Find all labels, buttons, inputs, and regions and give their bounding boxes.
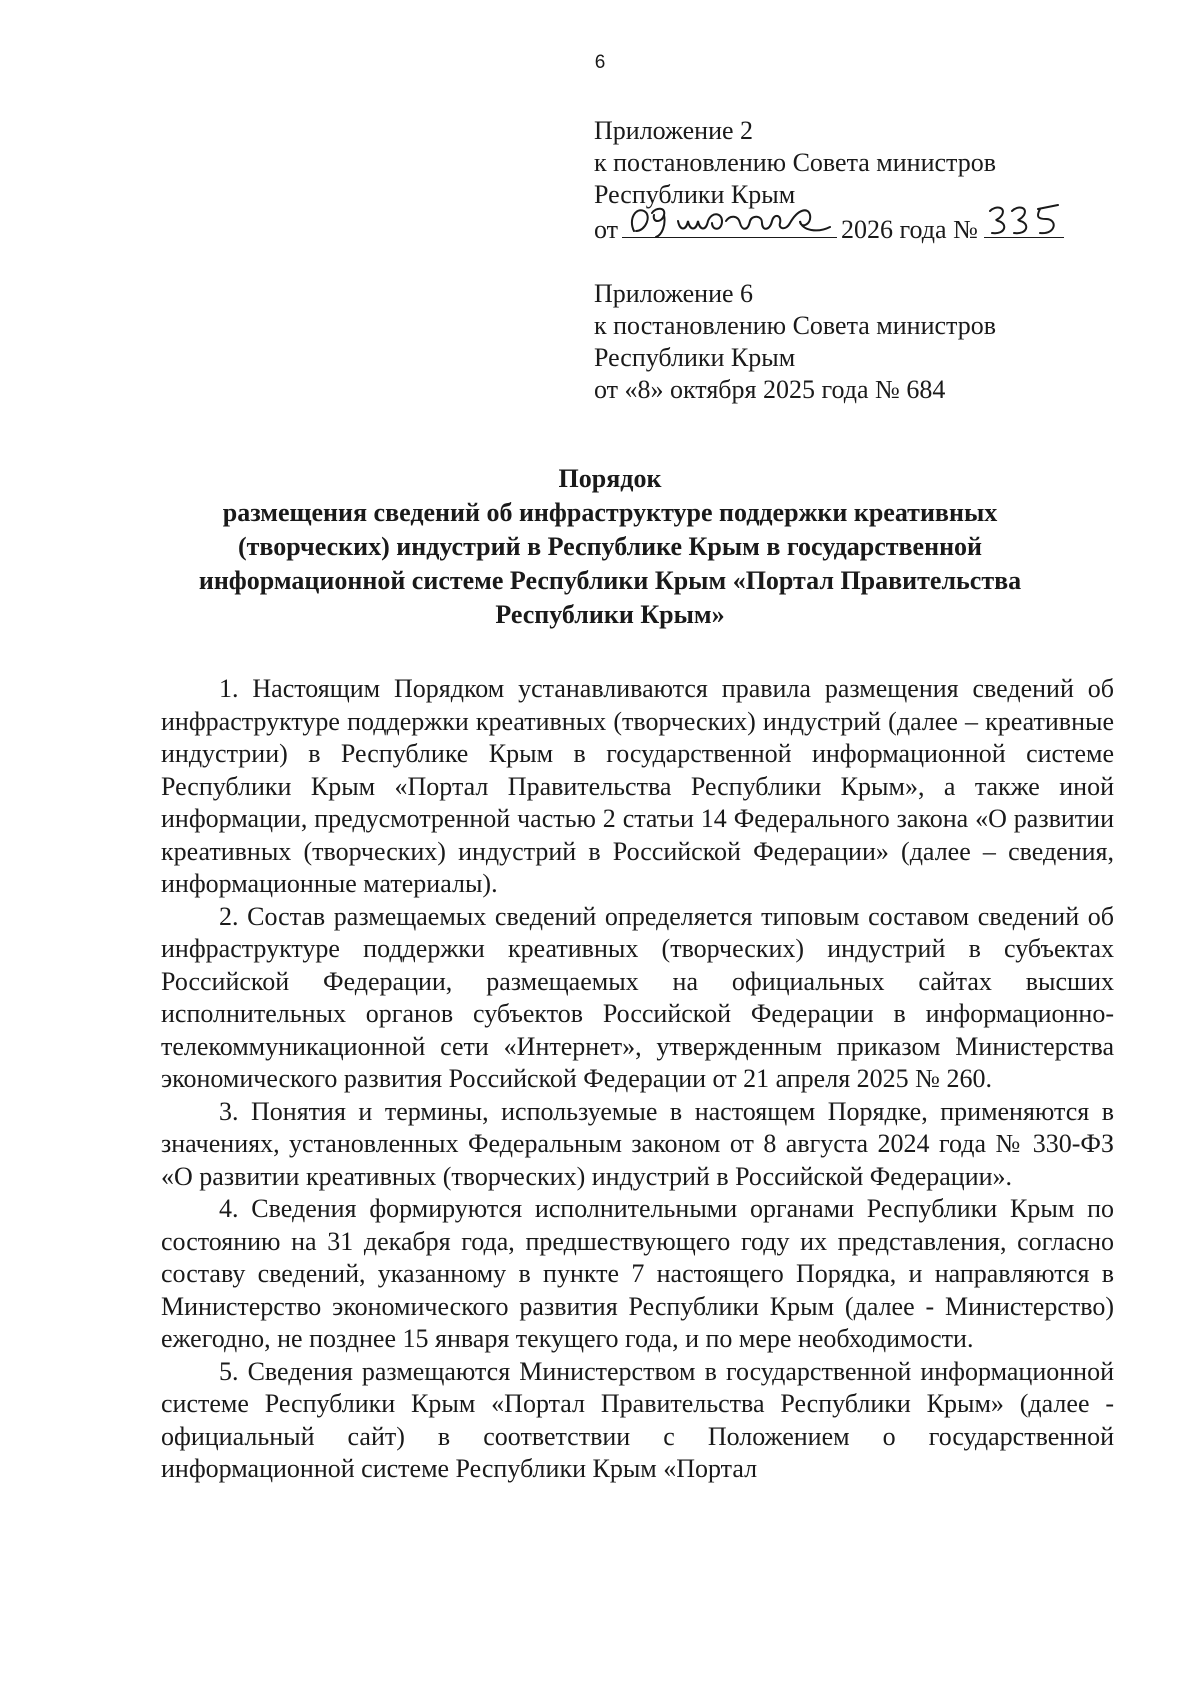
document-body [161, 673, 1114, 1486]
appendix-2-block [594, 115, 1114, 246]
date-suffix: 2026 года № [841, 215, 978, 244]
appendix-6-line2: к постановлению Совета министров [594, 311, 996, 340]
appendix-6-title: Приложение 6 [594, 279, 754, 308]
handwritten-number-field [984, 211, 1064, 238]
paragraph-1: 1. Настоящим Порядком устанавливаются правила размещения сведений об инфраструктуре поддержки креативных (творческих) индустрий (далее – креативные индустрии) в Республике Крым в государственной информационной системе Республики Крым «Портал Правительства Республики Крым», а также иной информации, предусмотренной частью 2 статьи 14 Федерального закона «О развитии креативных (творческих) индустрий в Российской Федерации» (далее – сведения, информационные материалы). [161, 674, 1114, 898]
title-line-1: Порядок [558, 464, 662, 493]
handwritten-number-signature [984, 201, 1064, 241]
appendix-2-date-line [594, 211, 1114, 246]
handwritten-date-signature [622, 201, 837, 241]
appendix-6-block [594, 278, 1114, 406]
date-prefix: от [594, 215, 619, 244]
page-number: 6 [594, 52, 606, 73]
paragraph-2: 2. Состав размещаемых сведений определяется типовым составом сведений об инфраструктуре поддержки креативных (творческих) индустрий в субъектах Российской Федерации, размещаемых на официальных сайтах высших исполнительных органов субъектов Российской Федерации в информационно-телекоммуникационной сети «Интернет», утвержденным приказом Министерства экономического развития Российской Федерации от 21 апреля 2025 № 260. [161, 901, 1114, 1093]
appendix-2-title: Приложение 2 [594, 116, 754, 145]
title-line-2: размещения сведений об инфраструктуре поддержки креативных [222, 498, 998, 527]
title-line-4: информационной системе Республики Крым «Портал Правительства [198, 566, 1022, 595]
title-line-3: (творческих) индустрий в Республике Крым в государственной [237, 532, 983, 561]
handwritten-date-field [622, 211, 837, 238]
document-title [150, 462, 1070, 632]
paragraph-4: 4. Сведения формируются исполнительными органами Республики Крым по состоянию на 31 декабря года, предшествующего году их представления, согласно составу сведений, указанному в пункте 7 настоящего Порядка, и направляются в Министерство экономического развития Республики Крым (далее - Министерство) ежегодно, не позднее 15 января текущего года, и по мере необходимости. [161, 1194, 1114, 1353]
appendix-6-date-line: от «8» октября 2025 года № 684 [594, 375, 946, 404]
appendix-6-line3: Республики Крым [594, 343, 796, 372]
appendix-2-line2: к постановлению Совета министров [594, 148, 996, 177]
paragraph-5: 5. Сведения размещаются Министерством в государственной информационной системе Республики Крым «Портал Правительства Республики Крым» (далее - официальный сайт) в соответствии с Положением о государственной информационной системе Республики Крым «Портал [161, 1356, 1114, 1483]
title-line-5: Республики Крым» [495, 600, 725, 629]
appendix-2-line3: Республики Крым [594, 180, 796, 209]
paragraph-3: 3. Понятия и термины, используемые в настоящем Порядке, применяются в значениях, установленных Федеральным законом от 8 августа 2024 года № 330-ФЗ «О развитии креативных (творческих) индустрий в Российской Федерации». [161, 1096, 1114, 1191]
